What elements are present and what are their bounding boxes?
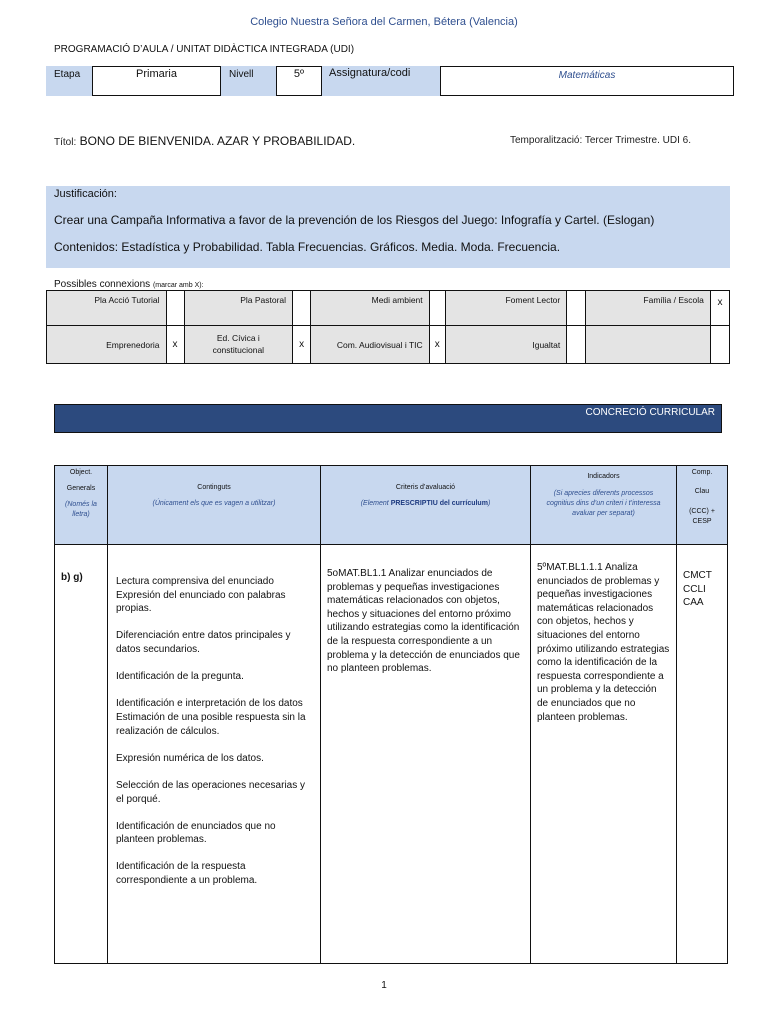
connexions-heading (54, 279, 204, 290)
school-name: Colegio Nuestra Señora del Carmen, Bétera (Valencia) (250, 16, 518, 28)
title-label: Títol: (54, 137, 77, 148)
nivell-value-cell (276, 66, 322, 96)
connexion-label (586, 326, 711, 364)
connexion-mark[interactable] (567, 326, 586, 364)
competence-item: CAA (683, 597, 704, 609)
assignatura-label: Assignatura/codi (329, 67, 411, 79)
temporalitzacio: Temporalització: Tercer Trimestre. UDI 6. (510, 135, 691, 146)
connexions-row (47, 291, 730, 326)
connexion-mark[interactable] (710, 326, 729, 364)
content-item: Identificación de la respuesta correspondiente a un problema. (116, 861, 258, 887)
content-item: Identificación e interpretación de los datos Estimación de una posible respuesta sin la realización de cálculos. (116, 698, 306, 737)
indicators-header-title: Indicadors (587, 473, 620, 480)
nivell-value: 5º (293, 68, 305, 80)
assignatura-value: Matemáticas (558, 70, 616, 81)
connexion-label: Igualtat (445, 326, 567, 364)
objectives-cell: b) g) (55, 545, 108, 964)
connexion-mark[interactable] (429, 291, 445, 326)
document-type-heading: PROGRAMACIÓ D’AULA / UNITAT DIDÀCTICA INTEGRADA (UDI) (54, 44, 355, 55)
justificacion-line-1: Crear una Campaña Informativa a favor de la prevención de los Riesgos del Juego: Infografía y Cartel. (Eslogan) (54, 213, 655, 227)
nivell-label: Nivell (229, 69, 254, 80)
competences-cell (677, 545, 728, 964)
contents-header-note: (Únicament els que es vagen a utilitzar) (152, 500, 276, 507)
connexions-row (47, 326, 730, 364)
objectives-header-sub: Generals (66, 485, 96, 492)
connexion-mark[interactable]: x (710, 291, 729, 326)
contents-header (108, 466, 321, 545)
objectives-header-note: (Només la lletra) (65, 501, 97, 518)
content-item: Lectura comprensiva del enunciado Expresión del enunciado con palabras propias. (116, 576, 286, 615)
competence-item: CCLI (683, 583, 706, 595)
nivell-label-cell (221, 66, 276, 96)
etapa-label: Etapa (54, 69, 81, 80)
connexion-mark[interactable] (293, 291, 311, 326)
criteria-header-title: Criteris d’avaluació (395, 484, 456, 491)
connexion-mark[interactable]: x (293, 326, 311, 364)
connexion-label: Foment Lector (445, 291, 567, 326)
connexions-table (46, 290, 730, 364)
curriculum-table (54, 465, 728, 964)
unit-title (54, 134, 355, 148)
connexion-label: Pla Pastoral (184, 291, 292, 326)
justificacion-box (46, 186, 730, 268)
contents-header-title: Continguts (197, 484, 231, 491)
justificacion-line-2: Contenidos: Estadística y Probabilidad. Tabla Frecuencias. Gráficos. Media. Moda. Frecuencia. (54, 240, 561, 254)
content-item: Identificación de la pregunta. (116, 671, 244, 683)
competence-item: CMCT (683, 570, 712, 581)
competences-header (677, 466, 728, 545)
connexion-label: Medi ambient (311, 291, 430, 326)
competences-header-title: Comp. (691, 469, 713, 476)
connexion-mark[interactable] (567, 291, 586, 326)
criteria-note-emphasis: PRESCRIPTIU del currículum (390, 500, 488, 507)
connexion-label: Com. Audiovisual i TIC (311, 326, 430, 364)
connexion-label: Família / Escola (586, 291, 711, 326)
etapa-value-cell (92, 66, 221, 96)
connexions-hint: (marcar amb X): (152, 282, 204, 289)
justificacion-label: Justificación: (54, 188, 117, 200)
criteria-header (321, 466, 531, 545)
connexion-mark[interactable] (166, 291, 184, 326)
criteria-header-note (322, 500, 529, 507)
indicators-cell: 5ºMAT.BL1.1.1 Analiza enunciados de problemas y pequeñas investigaciones matemáticas relacionados con objetos, hechos y situaciones del entorno próximo utilizando estrategias como la identificación de la respuesta correspondiente a un problema y la detección de enunciados que no planteen problemas. (531, 545, 677, 964)
competences-header-sub: Clau (694, 488, 710, 495)
connexion-label: Ed. Cívica i constitucional (184, 326, 292, 364)
connexion-label: Emprenedoria (47, 326, 167, 364)
content-item: Identificación de enunciados que no planteen problemas. (116, 820, 276, 846)
content-item: Selección de las operaciones necesarias y el porqué. (116, 779, 305, 805)
criteria-note-end: ) (487, 500, 491, 507)
curriculum-header-row (55, 466, 728, 545)
indicators-header-note: (Si aprecies diferents processos cognitius dins d’un criteri i t’interessa avaluar per separat) (546, 490, 661, 517)
etapa-label-cell (46, 66, 92, 96)
assignatura-value-cell (440, 66, 734, 96)
connexion-mark[interactable]: x (429, 326, 445, 364)
competences-header-note: (CCC) + CESP (689, 508, 715, 525)
assignatura-label-cell (322, 66, 440, 96)
concrecio-title: CONCRECIÓ CURRICULAR (585, 407, 715, 418)
etapa-value: Primaria (136, 68, 177, 80)
content-item: Expresión numérica de los datos. (116, 752, 264, 764)
criteria-cell: 5oMAT.BL1.1 Analizar enunciados de problemas y pequeñas investigaciones matemáticas relacionados con objetos, hechos y situaciones del entorno próximo utilizando estrategias como la identificación de la respuesta correspondiente a un problema y la detección de enunciados que no planteen problemas. (321, 545, 531, 964)
etapa-row (46, 66, 734, 96)
criteria-note-start: (Element (360, 500, 391, 507)
indicators-header (531, 466, 677, 545)
objectives-header-title: Object. (69, 469, 93, 476)
content-item: Diferenciación entre datos principales y datos secundarios. (116, 630, 291, 655)
connexion-label: Pla Acció Tutorial (47, 291, 167, 326)
concrecio-banner (54, 404, 722, 433)
contents-cell (108, 545, 321, 964)
page-number: 1 (381, 980, 387, 991)
title-value: BONO DE BIENVENIDA. AZAR Y PROBABILIDAD. (79, 134, 356, 148)
connexions-label: Possibles connexions (54, 279, 151, 290)
curriculum-body-row (55, 545, 728, 964)
objectives-header (55, 466, 108, 545)
connexion-mark[interactable]: x (166, 326, 184, 364)
